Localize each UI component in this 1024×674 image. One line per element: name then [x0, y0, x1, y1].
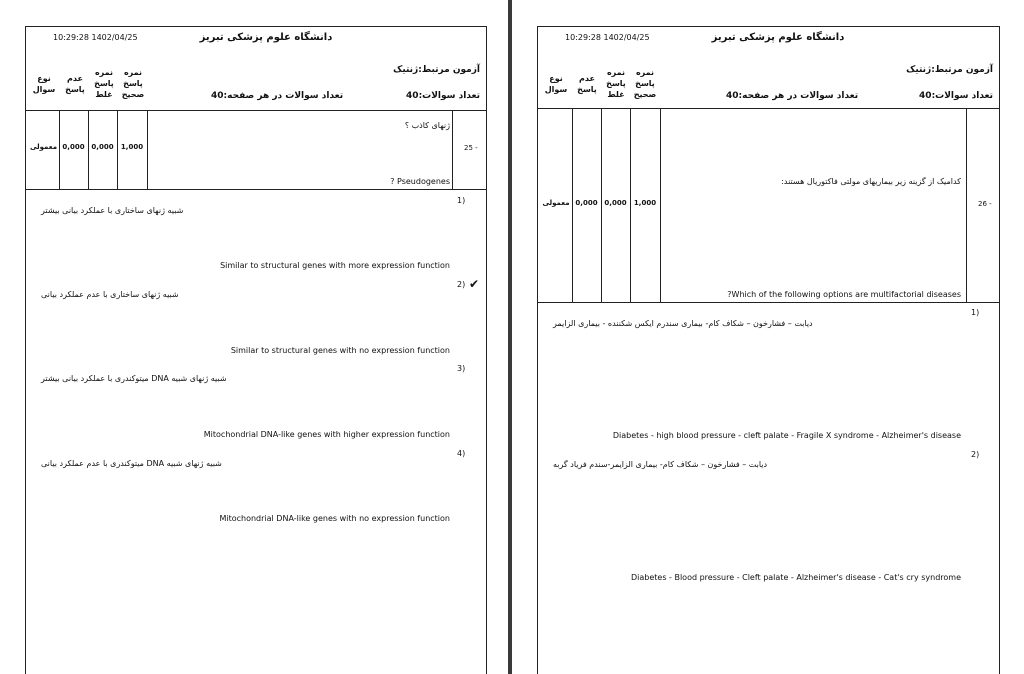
questions-per-page: تعداد سوالات در هر صفحه:40 [211, 91, 344, 101]
option-number: 2) [971, 450, 980, 459]
col-header-correct: نمره پاسخ صحیح [633, 68, 657, 99]
option-number: 3) [457, 364, 466, 373]
page-divider [508, 0, 512, 674]
option-text-en[interactable]: Diabetes - high blood pressure - cleft palate - Fragile X syndrome - Alzheimer's disease [612, 431, 961, 440]
question-number: 26 - [978, 200, 992, 208]
question-text-en: ?Which of the following options are multifactorial diseases [727, 290, 961, 299]
exam-page-left [25, 26, 487, 674]
col-header-noanswer: عدم پاسخ [577, 74, 597, 94]
question-count: تعداد سوالات:40 [406, 91, 480, 101]
option-text-en[interactable]: Similar to structural genes with no expression function [230, 346, 450, 355]
question-rule [538, 302, 999, 303]
score-noanswer: 0,000 [575, 199, 598, 207]
grid-line [660, 108, 661, 302]
timestamp: 10:29:28 1402/04/25 [565, 33, 650, 42]
score-wrong: 0,000 [91, 143, 114, 151]
option-text-en[interactable]: Mitochondrial DNA-like genes with no expression function [219, 514, 450, 523]
header-rule [538, 108, 999, 109]
grid-line [452, 110, 453, 189]
option-text-fa[interactable]: شبیه ژنهای شبیه DNA میتوکندری با عملکرد بیانی بیشتر [41, 374, 227, 383]
question-number: 25 - [464, 144, 478, 152]
grid-line [966, 108, 967, 302]
university-name: دانشگاه علوم پزشکی تبریز [199, 32, 333, 43]
exam-title: آزمون مرتبط:ژنتیک [906, 65, 993, 75]
col-header-wrong: نمره پاسخ غلط [94, 68, 114, 99]
col-header-noanswer: عدم پاسخ [65, 74, 85, 94]
col-header-wrong: نمره پاسخ غلط [606, 68, 626, 99]
exam-title: آزمون مرتبط:ژنتیک [393, 65, 480, 75]
question-text-fa: کدامیک از گزینه زیر بیماریهای مولتی فاکتوریال هستند: [781, 177, 961, 186]
score-correct: 1,000 [633, 199, 657, 207]
option-text-fa[interactable]: شبیه ژنهای شبیه DNA میتوکندری با عدم عملکرد بیانی [41, 459, 222, 468]
option-number: 2) [457, 280, 466, 289]
header-rule [26, 110, 486, 111]
university-name: دانشگاه علوم پزشکی تبریز [711, 32, 845, 43]
question-rule [26, 189, 486, 190]
timestamp: 10:29:28 1402/04/25 [53, 33, 138, 42]
questions-per-page: تعداد سوالات در هر صفحه:40 [726, 91, 859, 101]
score-wrong: 0,000 [604, 199, 627, 207]
option-text-en[interactable]: Similar to structural genes with more expression function [220, 261, 450, 270]
option-text-en[interactable]: Diabetes - Blood pressure - Cleft palate - Alzheimer's disease - Cat's cry syndrome [630, 573, 961, 582]
question-text-en: ? Pseudogenes [390, 177, 450, 186]
question-type: معمولی [542, 199, 570, 207]
option-text-fa[interactable]: شبیه ژنهای ساختاری با عدم عملکرد بیانی [41, 290, 179, 299]
col-header-type: نوع سوال [544, 74, 568, 94]
exam-page-right [537, 26, 1000, 674]
score-noanswer: 0,000 [62, 143, 85, 151]
correct-answer-check-icon: ✔ [469, 277, 480, 291]
question-text-fa: ژنهای کاذب ؟ [404, 121, 450, 130]
option-text-fa[interactable]: دیابت – فشارخون – شکاف کام- بیماری سندرم ایکس شکننده - بیماری الزایمر [553, 319, 813, 328]
col-header-correct: نمره پاسخ صحیح [121, 68, 145, 99]
option-text-en[interactable]: Mitochondrial DNA-like genes with higher expression function [203, 430, 450, 439]
option-number: 4) [457, 449, 466, 458]
option-text-fa[interactable]: دیابت – فشارخون – شکاف کام- بیماری الزایمر-سندم فریاد گربه [553, 460, 768, 469]
question-type: معمولی [29, 143, 58, 151]
question-count: تعداد سوالات:40 [919, 91, 993, 101]
col-header-type: نوع سوال [32, 74, 56, 94]
option-number: 1) [457, 196, 466, 205]
score-correct: 1,000 [120, 143, 144, 151]
option-text-fa[interactable]: شبیه ژنهای ساختاری با عملکرد بیانی بیشتر [41, 206, 184, 215]
option-number: 1) [971, 308, 980, 317]
grid-line [147, 110, 148, 189]
